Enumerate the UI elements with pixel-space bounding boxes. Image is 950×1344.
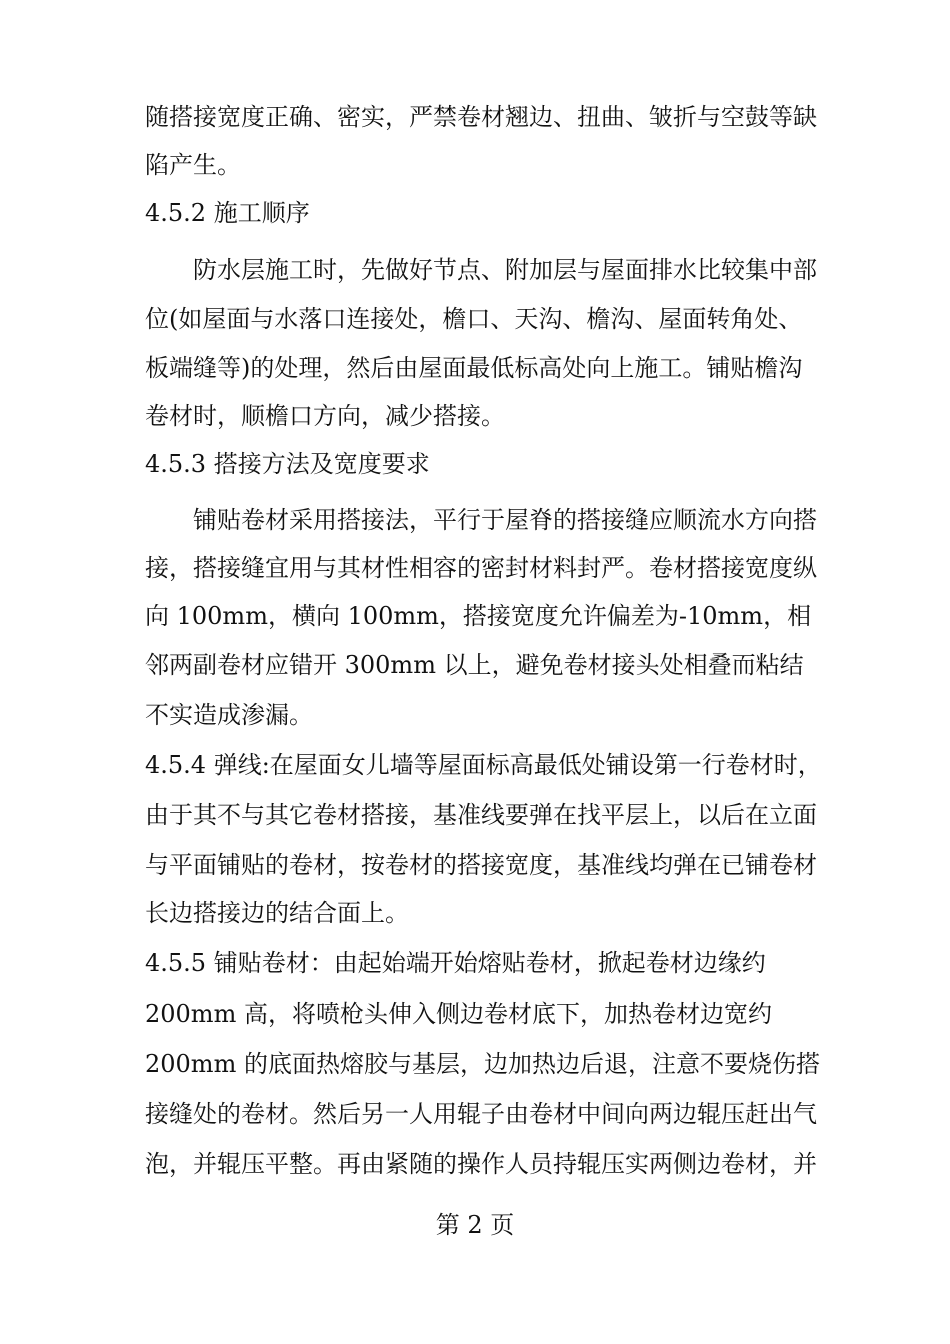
page-number: 第 2 页 [435, 1211, 515, 1239]
text-line: 随搭接宽度正确、密实，严禁卷材翘边、扭曲、皱折与空鼓等缺 [145, 103, 817, 131]
text-line: 防水层施工时，先做好节点、附加层与屋面排水比较集中部 [193, 256, 817, 284]
text-line: 铺贴卷材采用搭接法，平行于屋脊的搭接缝应顺流水方向搭 [193, 506, 817, 534]
section-heading: 4.5.2 施工顺序 [145, 199, 310, 227]
page-footer [0, 1210, 950, 1240]
text-line: 接缝处的卷材。然后另一人用辊子由卷材中间向两边辊压赶出气 [145, 1100, 817, 1128]
text-line: 泡，并辊压平整。再由紧随的操作人员持辊压实两侧边卷材，并 [145, 1150, 817, 1178]
text-line: 由于其不与其它卷材搭接，基准线要弹在找平层上，以后在立面 [145, 801, 817, 829]
text-line: 200mm 的底面热熔胶与基层，边加热边后退，注意不要烧伤搭 [145, 1050, 820, 1078]
text-line: 邻两副卷材应错开 300mm 以上，避免卷材接头处相叠而粘结 [145, 651, 804, 679]
text-line: 与平面铺贴的卷材，按卷材的搭接宽度，基准线均弹在已铺卷材 [145, 851, 817, 879]
section-heading: 4.5.3 搭接方法及宽度要求 [145, 450, 430, 478]
text-line: 板端缝等)的处理，然后由屋面最低标高处向上施工。铺贴檐沟 [145, 354, 803, 382]
text-line: 向 100mm，横向 100mm，搭接宽度允许偏差为-10mm，相 [145, 602, 812, 630]
text-line: 长边搭接边的结合面上。 [145, 899, 409, 927]
section-heading: 4.5.4 弹线:在屋面女儿墙等屋面标高最低处铺设第一行卷材时， [145, 751, 822, 779]
text-line: 卷材时，顺檐口方向，减少搭接。 [145, 402, 505, 430]
text-line: 位(如屋面与水落口连接处，檐口、天沟、檐沟、屋面转角处、 [145, 305, 803, 333]
section-heading: 4.5.5 铺贴卷材：由起始端开始熔贴卷材，掀起卷材边缘约 [145, 949, 766, 977]
text-line: 接，搭接缝宜用与其材性相容的密封材料封严。卷材搭接宽度纵 [145, 554, 817, 582]
text-line: 陷产生。 [145, 151, 241, 179]
text-line: 200mm 高，将喷枪头伸入侧边卷材底下，加热卷材边宽约 [145, 1000, 772, 1028]
text-line: 不实造成渗漏。 [145, 701, 313, 729]
